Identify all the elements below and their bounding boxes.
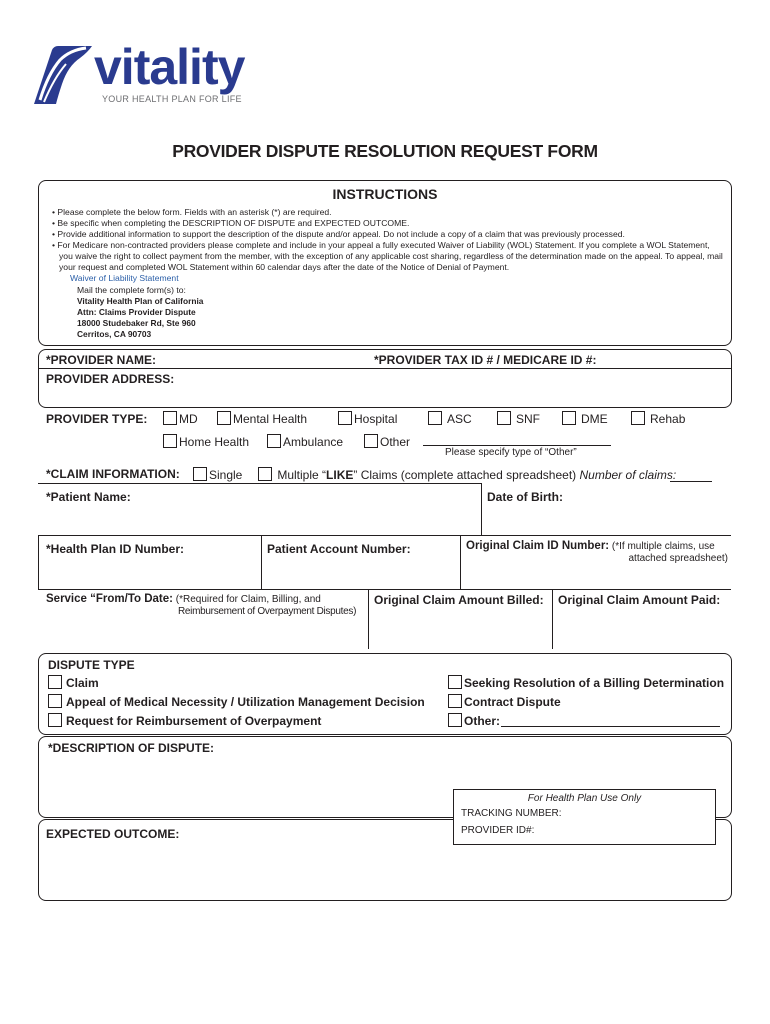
- provider-id-field[interactable]: PROVIDER ID#:: [461, 825, 535, 836]
- address-line: Attn: Claims Provider Dispute: [77, 306, 196, 317]
- provider-type-dme[interactable]: DME: [562, 411, 608, 426]
- patient-name-field[interactable]: *Patient Name:: [46, 490, 131, 504]
- instructions-list: [52, 207, 724, 272]
- checkbox[interactable]: [48, 694, 62, 708]
- mailing-address: [77, 296, 203, 340]
- divider: [460, 535, 461, 589]
- provider-address-field[interactable]: PROVIDER ADDRESS:: [46, 372, 175, 386]
- service-dates-field[interactable]: Service “From/To Date: (*Required for Claim, Billing, and Reimbursement of Overpayment Disputes): [46, 593, 357, 617]
- checkbox[interactable]: [428, 411, 442, 425]
- dispute-claim-option[interactable]: Claim: [48, 675, 99, 690]
- logo-tagline: YOUR HEALTH PLAN FOR LIFE: [102, 94, 242, 104]
- claim-multiple-option[interactable]: Multiple “LIKE” Claims (complete attached spreadsheet) Number of claims:: [258, 467, 676, 482]
- checkbox[interactable]: [497, 411, 511, 425]
- address-line: 18000 Studebaker Rd, Ste 960: [77, 317, 196, 328]
- form-title: PROVIDER DISPUTE RESOLUTION REQUEST FORM: [172, 141, 598, 161]
- instructions-heading: INSTRUCTIONS: [332, 186, 438, 202]
- divider: [552, 589, 553, 649]
- provider-type-ambulance[interactable]: Ambulance: [267, 434, 343, 449]
- instruction-item: • For Medicare non-contracted providers please complete and include in your appeal a fully executed Waiver of Liability (WOL) Statement. If you complete a WOL Statement, you waive the right to collect payment from the member, with the exception of any applicable cost sharing, regardless of the determination made on the appeal. To appeal, mail your request and completed WOL Statement within 60 calendar days after the date of the Notice of Denial of Payment.: [52, 239, 723, 272]
- provider-type-hospital[interactable]: Hospital: [338, 411, 397, 426]
- claim-details-table: [38, 483, 731, 649]
- address-line: Cerritos, CA 90703: [77, 328, 152, 339]
- patient-account-field[interactable]: Patient Account Number:: [267, 542, 411, 556]
- number-of-claims-input[interactable]: [670, 481, 712, 482]
- provider-type-rehab[interactable]: Rehab: [631, 411, 685, 426]
- dispute-other-option[interactable]: Other:: [448, 713, 500, 728]
- checkbox[interactable]: [48, 713, 62, 727]
- checkbox[interactable]: [448, 694, 462, 708]
- description-label: *DESCRIPTION OF DISPUTE:: [48, 741, 215, 755]
- claim-info-label: *CLAIM INFORMATION:: [46, 467, 180, 481]
- provider-type-md[interactable]: MD: [163, 411, 198, 426]
- checkbox[interactable]: [258, 467, 272, 481]
- checkbox[interactable]: [338, 411, 352, 425]
- original-claim-id-field[interactable]: Original Claim ID Number: (*If multiple claims, use attached spreadsheet): [466, 540, 728, 564]
- checkbox[interactable]: [448, 713, 462, 727]
- dispute-medical-necessity-option[interactable]: Appeal of Medical Necessity / Utilization Management Decision: [48, 694, 425, 709]
- checkbox[interactable]: [48, 675, 62, 689]
- divider: [38, 535, 731, 536]
- instruction-item: • Provide additional information to support the description of the dispute and/or appeal. Do not include a copy of a claim that was previously processed.: [52, 228, 625, 239]
- other-type-input[interactable]: [423, 445, 611, 446]
- checkbox[interactable]: [631, 411, 645, 425]
- divider: [261, 535, 262, 589]
- health-plan-use-heading: For Health Plan Use Only: [527, 793, 642, 804]
- checkbox[interactable]: [217, 411, 231, 425]
- amount-paid-field[interactable]: Original Claim Amount Paid:: [558, 593, 721, 607]
- provider-type-asc[interactable]: ASC: [428, 411, 472, 426]
- dispute-billing-option[interactable]: Seeking Resolution of a Billing Determination: [448, 675, 724, 690]
- waiver-link[interactable]: Waiver of Liability Statement: [70, 273, 179, 283]
- vitality-logo: [30, 39, 270, 108]
- dispute-other-input[interactable]: [501, 726, 720, 727]
- provider-type-snf[interactable]: SNF: [497, 411, 540, 426]
- divider: [481, 483, 482, 535]
- checkbox[interactable]: [163, 434, 177, 448]
- checkbox[interactable]: [193, 467, 207, 481]
- amount-billed-field[interactable]: Original Claim Amount Billed:: [374, 593, 544, 607]
- claim-single-option[interactable]: Single: [193, 467, 242, 482]
- logo-mark-icon: [30, 44, 96, 106]
- logo-wordmark: vitality: [94, 39, 245, 95]
- divider: [368, 589, 369, 649]
- expected-outcome-label: EXPECTED OUTCOME:: [46, 827, 180, 841]
- mail-instructions: Mail the complete form(s) to:: [77, 285, 186, 295]
- divider: [38, 535, 39, 589]
- date-of-birth-field[interactable]: Date of Birth:: [487, 490, 563, 504]
- provider-type-mental-health[interactable]: Mental Health: [217, 411, 307, 426]
- other-type-hint: Please specify type of “Other”: [445, 447, 577, 458]
- provider-type-home-health[interactable]: Home Health: [163, 434, 249, 449]
- divider: [38, 589, 731, 590]
- provider-tax-id-field[interactable]: *PROVIDER TAX ID # / MEDICARE ID #:: [374, 353, 597, 367]
- dispute-overpayment-option[interactable]: Request for Reimbursement of Overpayment: [48, 713, 321, 728]
- instruction-item: • Be specific when completing the DESCRIPTION OF DISPUTE and EXPECTED OUTCOME.: [52, 217, 410, 228]
- provider-name-field[interactable]: *PROVIDER NAME:: [46, 353, 157, 367]
- number-of-claims-label: Number of claims:: [579, 468, 677, 482]
- checkbox[interactable]: [364, 434, 378, 448]
- checkbox[interactable]: [562, 411, 576, 425]
- dispute-type-heading: DISPUTE TYPE: [48, 658, 135, 672]
- divider: [39, 368, 731, 369]
- checkbox[interactable]: [163, 411, 177, 425]
- provider-type-label: PROVIDER TYPE:: [46, 412, 148, 426]
- checkbox[interactable]: [267, 434, 281, 448]
- checkbox[interactable]: [448, 675, 462, 689]
- address-line: Vitality Health Plan of California: [77, 296, 204, 306]
- instruction-item: • Please complete the below form. Fields with an asterisk (*) are required.: [52, 207, 332, 217]
- tracking-number-field[interactable]: TRACKING NUMBER:: [461, 808, 562, 819]
- provider-type-other[interactable]: Other: [364, 434, 410, 449]
- dispute-contract-option[interactable]: Contract Dispute: [448, 694, 561, 709]
- health-plan-id-field[interactable]: *Health Plan ID Number:: [46, 542, 185, 556]
- divider: [38, 483, 482, 484]
